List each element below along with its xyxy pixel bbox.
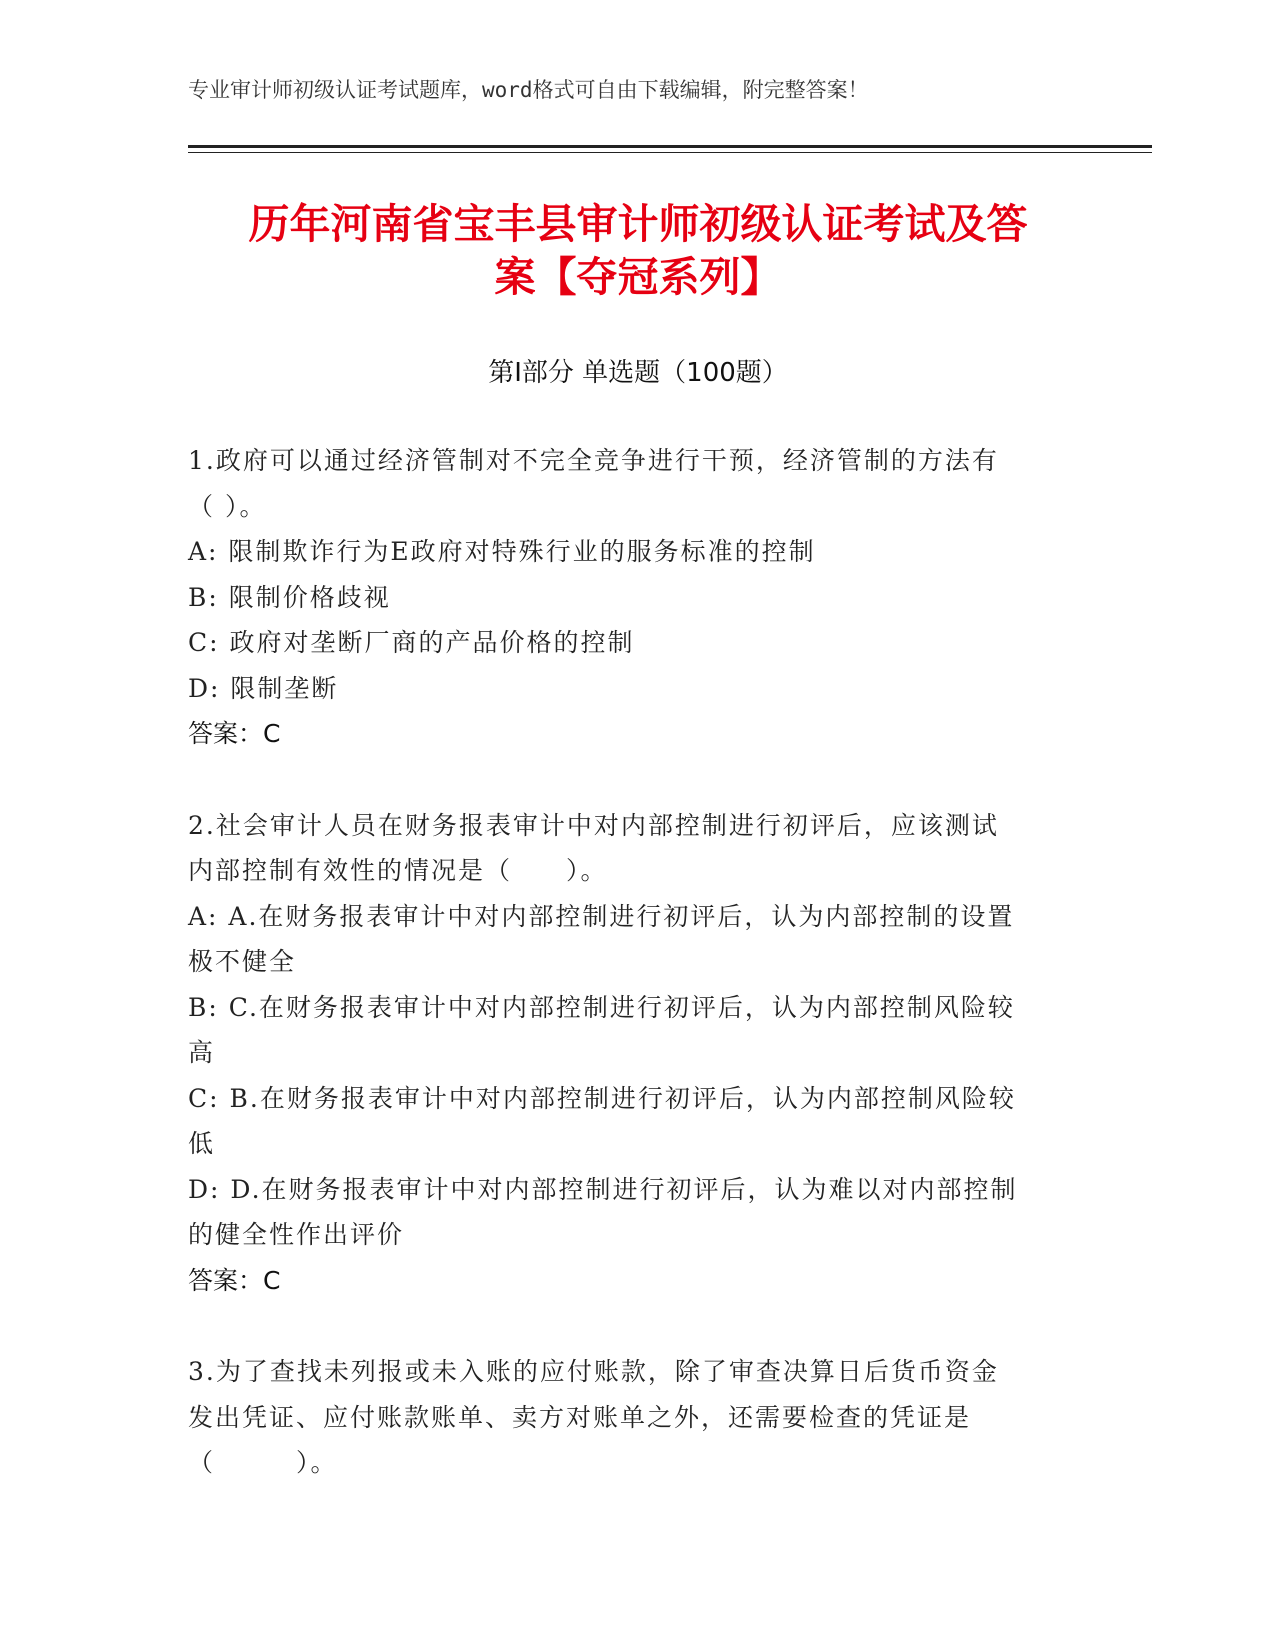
header-rule-thick <box>188 145 1152 148</box>
option-line: D: D.在财务报表审计中对内部控制进行初评后，认为难以对内部控制 <box>188 1174 1018 1204</box>
answer-line: 答案：C <box>188 1265 281 1295</box>
section-title: 第Ⅰ部分 单选题（100题） <box>488 358 788 388</box>
option-line: 极不健全 <box>188 947 297 976</box>
option-line: 的健全性作出评价 <box>188 1220 405 1249</box>
question-stem-line: 2.社会审计人员在财务报表审计中对内部控制进行初评后，应该测试 <box>188 810 999 840</box>
option-line: D: 限制垄断 <box>188 673 339 703</box>
question-stem-line: 1.政府可以通过经济管制对不完全竞争进行干预，经济管制的方法有 <box>188 446 999 475</box>
question-stem-line: （ ）。 <box>188 491 267 521</box>
option-line: A: 限制欺诈行为E政府对特殊行业的服务标准的控制 <box>188 537 816 566</box>
question-stem-line: 3.为了查找未列报或未入账的应付账款，除了审查决算日后货币资金 <box>188 1357 999 1386</box>
answer-line: 答案：C <box>188 719 281 748</box>
document-title-line-2: 案【夺冠系列】 <box>494 253 782 301</box>
question-2 <box>188 803 1088 1304</box>
option-line: C: B.在财务报表审计中对内部控制进行初评后，认为内部控制风险较 <box>188 1083 1016 1113</box>
question-stem-line: 发出凭证、应付账款账单、卖方对账单之外，还需要检查的凭证是 <box>188 1402 972 1432</box>
question-list <box>188 438 1088 1532</box>
question-stem-line: （ ）。 <box>188 1448 338 1477</box>
option-line: B: C.在财务报表审计中对内部控制进行初评后，认为内部控制风险较 <box>188 992 1015 1022</box>
option-line: 低 <box>188 1129 216 1158</box>
option-line: B: 限制价格歧视 <box>188 582 391 612</box>
header-note: 专业审计师初级认证考试题库，word格式可自由下载编辑，附完整答案！ <box>188 78 869 102</box>
header-rule-thin <box>188 152 1152 153</box>
option-line: A: A.在财务报表审计中对内部控制进行初评后，认为内部控制的设置 <box>188 901 1015 931</box>
option-line: C: 政府对垄断厂商的产品价格的控制 <box>188 628 635 657</box>
question-3 <box>188 1349 1088 1486</box>
document-title <box>188 198 1088 304</box>
document-title-line-1: 历年河南省宝丰县审计师初级认证考试及答 <box>248 200 1028 248</box>
option-line: 高 <box>188 1038 216 1067</box>
question-stem-line: 内部控制有效性的情况是（ ）。 <box>188 856 608 885</box>
question-1 <box>188 438 1088 757</box>
